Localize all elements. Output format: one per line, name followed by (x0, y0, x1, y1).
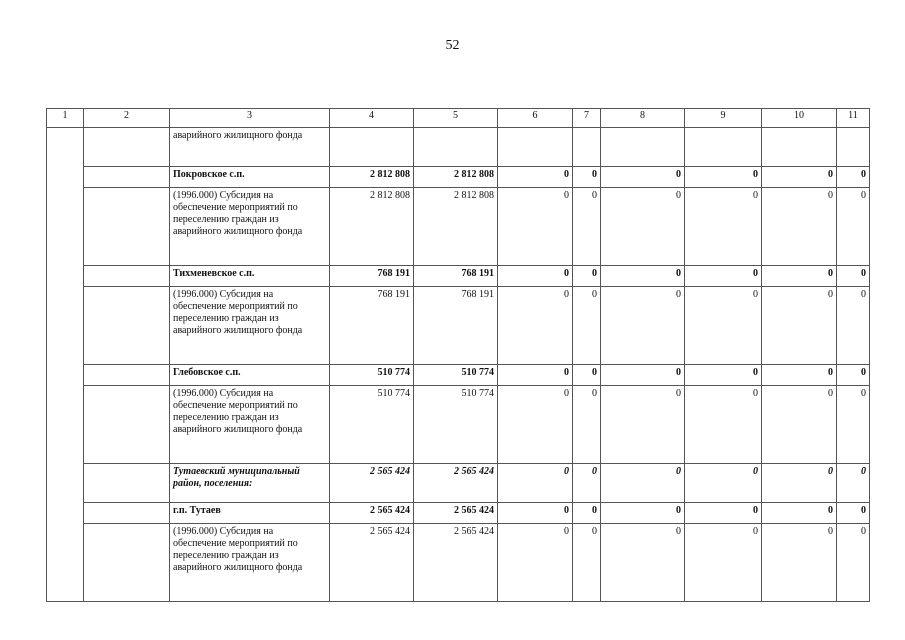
table-cell-col-11: 0 (837, 266, 870, 287)
table-cell-col-10 (762, 128, 837, 167)
table-row (47, 524, 870, 602)
table-cell-col-3: Глебовское с.п. (170, 365, 330, 386)
table-cell-col-9: 0 (685, 266, 762, 287)
table-cell-col-3: Тихменевское с.п. (170, 266, 330, 287)
table-cell-col-8: 0 (601, 524, 685, 602)
table-cell-col-4: 2 812 808 (330, 167, 414, 188)
table-cell-col-11: 0 (837, 503, 870, 524)
table-cell-col-3: (1996.000) Субсидия на обеспечение мероприятий по переселению граждан из аварийного жилищного фонда (170, 188, 330, 266)
header-cell-7: 7 (573, 109, 601, 128)
table-row (47, 188, 870, 266)
table-cell-col-10: 0 (762, 464, 837, 503)
table-cell-col-10: 0 (762, 503, 837, 524)
table-row (47, 167, 870, 188)
table-cell-col-4: 510 774 (330, 365, 414, 386)
table-cell-col-6: 0 (498, 524, 573, 602)
budget-table (46, 108, 870, 602)
table-cell-col-8 (601, 128, 685, 167)
header-cell-9: 9 (685, 109, 762, 128)
table-cell-col-5: 510 774 (414, 386, 498, 464)
header-cell-10: 10 (762, 109, 837, 128)
table-cell-col-9: 0 (685, 386, 762, 464)
table-cell-col-5: 2 565 424 (414, 524, 498, 602)
table-cell-col-5: 2 565 424 (414, 464, 498, 503)
header-cell-2: 2 (84, 109, 170, 128)
table-cell-col-9: 0 (685, 188, 762, 266)
table-cell-col-5: 768 191 (414, 266, 498, 287)
table-cell-col-7: 0 (573, 386, 601, 464)
table-cell-col-2 (84, 386, 170, 464)
table-cell-col-5: 2 565 424 (414, 503, 498, 524)
table-cell-col-11: 0 (837, 287, 870, 365)
header-cell-5: 5 (414, 109, 498, 128)
table-cell-col-9: 0 (685, 524, 762, 602)
table-cell-col-7: 0 (573, 464, 601, 503)
table-cell-col-11: 0 (837, 365, 870, 386)
table-cell-col-3: (1996.000) Субсидия на обеспечение мероприятий по переселению граждан из аварийного жилищного фонда (170, 524, 330, 602)
table-cell-col-2 (84, 287, 170, 365)
table-cell-col-4: 2 565 424 (330, 503, 414, 524)
table-cell-col-8: 0 (601, 365, 685, 386)
table-cell-col-7: 0 (573, 188, 601, 266)
table-header-row (47, 109, 870, 128)
table-cell-col-10: 0 (762, 386, 837, 464)
table-cell-col-9: 0 (685, 365, 762, 386)
table-cell-col-4: 510 774 (330, 386, 414, 464)
table-cell-col-4: 2 812 808 (330, 188, 414, 266)
table-cell-col-2 (84, 128, 170, 167)
header-cell-1: 1 (47, 109, 84, 128)
table-cell-col-8: 0 (601, 266, 685, 287)
table-cell-col-7: 0 (573, 524, 601, 602)
table-cell-col-7 (573, 128, 601, 167)
table-cell-col-11 (837, 128, 870, 167)
header-cell-4: 4 (330, 109, 414, 128)
table-cell-col-11: 0 (837, 464, 870, 503)
table-cell-col-11: 0 (837, 167, 870, 188)
header-cell-8: 8 (601, 109, 685, 128)
table-cell-col-8: 0 (601, 167, 685, 188)
page-number: 52 (445, 38, 460, 53)
table-cell-col-11: 0 (837, 386, 870, 464)
table-cell-col-10: 0 (762, 524, 837, 602)
table-cell-col-2 (84, 524, 170, 602)
table-cell-col-6: 0 (498, 167, 573, 188)
table-cell-col-5: 2 812 808 (414, 167, 498, 188)
table-cell-col-8: 0 (601, 503, 685, 524)
table-cell-col-10: 0 (762, 365, 837, 386)
table-cell-col-2 (84, 167, 170, 188)
table-cell-col-2 (84, 464, 170, 503)
table-cell-col-4: 768 191 (330, 287, 414, 365)
table-cell-col-9: 0 (685, 464, 762, 503)
table-cell-col-5: 2 812 808 (414, 188, 498, 266)
table-cell-col-8: 0 (601, 287, 685, 365)
table-cell-col-3: аварийного жилищного фонда (170, 128, 330, 167)
table-row (47, 287, 870, 365)
table-cell-col-6: 0 (498, 266, 573, 287)
table-cell-col-3: (1996.000) Субсидия на обеспечение мероприятий по переселению граждан из аварийного жилищного фонда (170, 287, 330, 365)
table-cell-col-2 (84, 266, 170, 287)
table-cell-col-8: 0 (601, 188, 685, 266)
table-cell-col-7: 0 (573, 365, 601, 386)
table-cell-col-9: 0 (685, 167, 762, 188)
table-cell-col-6: 0 (498, 287, 573, 365)
table-cell-col-5: 768 191 (414, 287, 498, 365)
table-cell-col-7: 0 (573, 167, 601, 188)
header-cell-11: 11 (837, 109, 870, 128)
table-cell-col-7: 0 (573, 266, 601, 287)
table-cell-col-11: 0 (837, 524, 870, 602)
table-row (47, 365, 870, 386)
table-cell-col-8: 0 (601, 464, 685, 503)
table-cell-col-11: 0 (837, 188, 870, 266)
table-cell-col-4: 2 565 424 (330, 524, 414, 602)
table-cell-col-4 (330, 128, 414, 167)
table-cell-col-10: 0 (762, 167, 837, 188)
table-cell-col-3: Покровское с.п. (170, 167, 330, 188)
table-cell-col-6: 0 (498, 365, 573, 386)
table-cell-col-10: 0 (762, 287, 837, 365)
table-cell-col-3: Тутаевский муниципальный район, поселения: (170, 464, 330, 503)
table-row (47, 464, 870, 503)
table-cell-col-2 (84, 188, 170, 266)
table-cell-col-6 (498, 128, 573, 167)
table-cell-col-5: 510 774 (414, 365, 498, 386)
table-cell-col-6: 0 (498, 503, 573, 524)
table-cell-col-9: 0 (685, 287, 762, 365)
header-cell-3: 3 (170, 109, 330, 128)
table-cell-col-5 (414, 128, 498, 167)
column-1-cell (47, 128, 84, 602)
table-cell-col-6: 0 (498, 188, 573, 266)
header-cell-6: 6 (498, 109, 573, 128)
table-cell-col-8: 0 (601, 386, 685, 464)
table-cell-col-9 (685, 128, 762, 167)
table-cell-col-7: 0 (573, 503, 601, 524)
table-cell-col-6: 0 (498, 386, 573, 464)
table-row (47, 266, 870, 287)
table-cell-col-3: г.п. Тутаев (170, 503, 330, 524)
table-row (47, 503, 870, 524)
table-cell-col-4: 768 191 (330, 266, 414, 287)
table-cell-col-9: 0 (685, 503, 762, 524)
table-cell-col-7: 0 (573, 287, 601, 365)
table-cell-col-10: 0 (762, 188, 837, 266)
table-cell-col-6: 0 (498, 464, 573, 503)
table-row (47, 386, 870, 464)
table-row (47, 128, 870, 167)
table-cell-col-2 (84, 365, 170, 386)
table-cell-col-2 (84, 503, 170, 524)
table-cell-col-4: 2 565 424 (330, 464, 414, 503)
table-cell-col-10: 0 (762, 266, 837, 287)
table-cell-col-3: (1996.000) Субсидия на обеспечение мероприятий по переселению граждан из аварийного жилищного фонда (170, 386, 330, 464)
